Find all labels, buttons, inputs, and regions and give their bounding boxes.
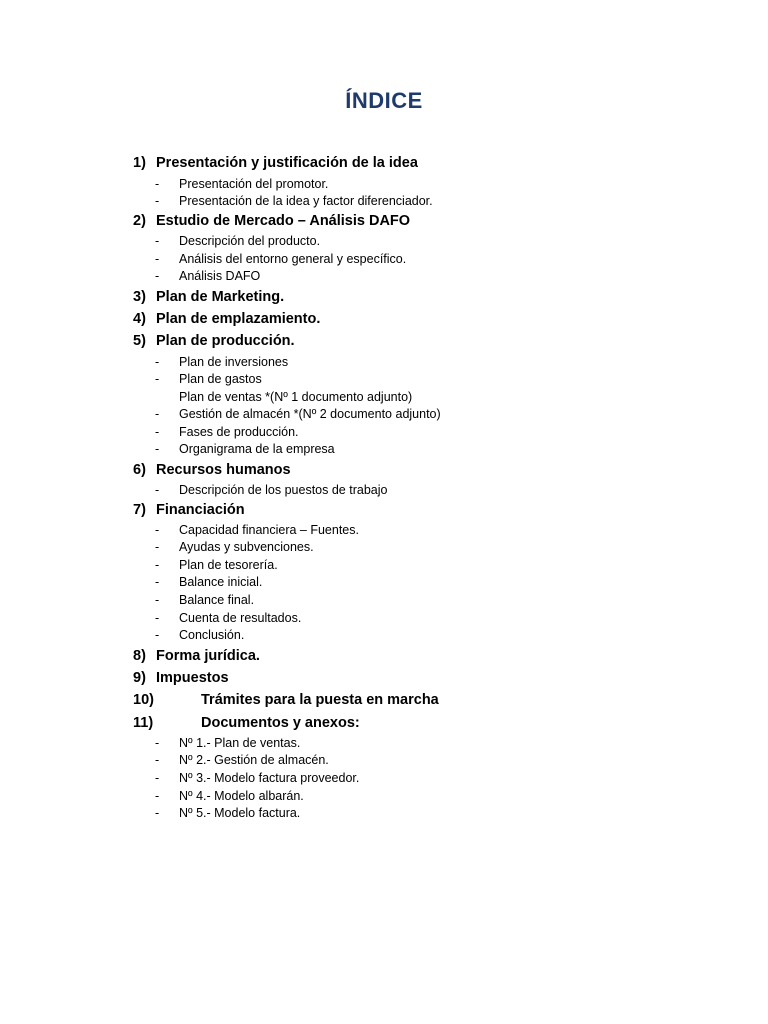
list-item bbox=[155, 752, 329, 768]
list-item-text: Plan de ventas *(Nº 1 documento adjunto) bbox=[179, 390, 413, 404]
section-heading bbox=[133, 288, 284, 306]
dash-marker: - bbox=[155, 575, 160, 589]
list-item-text: Plan de gastos bbox=[179, 372, 262, 386]
list-item bbox=[155, 592, 254, 608]
list-item bbox=[155, 406, 441, 422]
section-heading bbox=[133, 501, 245, 519]
section-label: Plan de emplazamiento. bbox=[156, 311, 321, 327]
section-number: 6) bbox=[133, 462, 146, 478]
section-number: 7) bbox=[133, 502, 146, 518]
list-item bbox=[155, 788, 304, 804]
list-item-text: Plan de tesorería. bbox=[179, 558, 278, 572]
list-item-text: Conclusión. bbox=[179, 628, 245, 642]
dash-marker: - bbox=[155, 194, 160, 208]
list-item bbox=[155, 424, 299, 440]
dash-marker: - bbox=[155, 789, 160, 803]
section-label: Presentación y justificación de la idea bbox=[156, 155, 418, 171]
dash-marker: - bbox=[155, 611, 160, 625]
section-heading bbox=[133, 669, 229, 687]
section-label: Plan de producción. bbox=[156, 333, 295, 349]
section-heading bbox=[133, 647, 260, 665]
dash-marker: - bbox=[155, 628, 160, 642]
list-item-text: Ayudas y subvenciones. bbox=[179, 540, 314, 554]
dash-marker: - bbox=[155, 407, 160, 421]
dash-marker: - bbox=[155, 269, 160, 283]
dash-marker: - bbox=[155, 177, 160, 191]
section-label: Recursos humanos bbox=[156, 462, 291, 478]
dash-marker: - bbox=[155, 806, 160, 820]
list-item-text: Fases de producción. bbox=[179, 425, 299, 439]
section-number: 1) bbox=[133, 155, 146, 171]
list-item bbox=[155, 371, 262, 387]
section-number: 3) bbox=[133, 289, 146, 305]
section-label: Forma jurídica. bbox=[156, 648, 260, 664]
list-item-text: Nº 2.- Gestión de almacén. bbox=[179, 753, 329, 767]
list-item-text: Análisis DAFO bbox=[179, 269, 261, 283]
list-item bbox=[155, 557, 278, 573]
section-heading bbox=[133, 461, 291, 479]
section-number: 4) bbox=[133, 311, 146, 327]
dash-marker: - bbox=[155, 442, 160, 456]
list-item bbox=[155, 268, 260, 284]
list-item-text: Balance inicial. bbox=[179, 575, 263, 589]
section-number: 11) bbox=[133, 715, 154, 731]
section-label: Impuestos bbox=[156, 670, 229, 686]
dash-marker: - bbox=[155, 425, 160, 439]
list-item-text: Nº 4.- Modelo albarán. bbox=[179, 789, 304, 803]
list-item-text: Presentación del promotor. bbox=[179, 177, 329, 191]
list-item bbox=[155, 233, 320, 249]
list-item bbox=[155, 574, 262, 590]
page-title: ÍNDICE bbox=[345, 88, 423, 113]
list-item-text: Nº 3.- Modelo factura proveedor. bbox=[179, 771, 360, 785]
list-item-text: Nº 5.- Modelo factura. bbox=[179, 806, 301, 820]
section-label: Financiación bbox=[156, 502, 245, 518]
list-item-text: Organigrama de la empresa bbox=[179, 442, 335, 456]
list-item-text: Balance final. bbox=[179, 593, 255, 607]
dash-marker: - bbox=[155, 483, 160, 497]
list-item-text: Nº 1.- Plan de ventas. bbox=[179, 736, 301, 750]
list-item bbox=[155, 441, 335, 457]
list-item-text: Análisis del entorno general y específico. bbox=[179, 252, 407, 266]
section-number: 2) bbox=[133, 213, 146, 229]
dash-marker: - bbox=[155, 558, 160, 572]
list-item bbox=[155, 389, 412, 405]
list-item bbox=[155, 482, 387, 498]
list-item bbox=[155, 735, 300, 751]
list-item-text: Descripción de los puestos de trabajo bbox=[179, 483, 388, 497]
section-heading bbox=[133, 212, 410, 230]
dash-marker: - bbox=[155, 372, 160, 386]
section-label: Estudio de Mercado – Análisis DAFO bbox=[156, 213, 411, 229]
dash-marker: - bbox=[155, 234, 160, 248]
dash-marker: - bbox=[155, 593, 160, 607]
section-heading bbox=[133, 332, 295, 350]
dash-marker: - bbox=[155, 771, 160, 785]
section-heading bbox=[133, 154, 418, 172]
list-item bbox=[155, 770, 359, 786]
list-item bbox=[155, 251, 406, 267]
section-heading bbox=[133, 310, 320, 328]
list-item-text: Presentación de la idea y factor diferenciador. bbox=[179, 194, 433, 208]
list-item-text: Cuenta de resultados. bbox=[179, 611, 302, 625]
dash-marker: - bbox=[155, 540, 160, 554]
dash-marker: - bbox=[155, 736, 160, 750]
dash-marker: - bbox=[155, 252, 160, 266]
list-item-text: Capacidad financiera – Fuentes. bbox=[179, 523, 359, 537]
list-item bbox=[155, 176, 328, 192]
dash-marker: - bbox=[155, 355, 160, 369]
list-item bbox=[155, 805, 300, 821]
section-number: 9) bbox=[133, 670, 146, 686]
list-item-text: Descripción del producto. bbox=[179, 234, 321, 248]
section-number: 5) bbox=[133, 333, 146, 349]
list-item bbox=[155, 522, 359, 538]
list-item bbox=[155, 354, 288, 370]
list-item-text: Plan de inversiones bbox=[179, 355, 289, 369]
dash-marker: - bbox=[155, 523, 160, 537]
section-number: 10) bbox=[133, 692, 154, 708]
list-item bbox=[155, 627, 244, 643]
section-label: Plan de Marketing. bbox=[156, 289, 285, 305]
section-number: 8) bbox=[133, 648, 146, 664]
section-label: Documentos y anexos: bbox=[201, 715, 360, 731]
section-label: Trámites para la puesta en marcha bbox=[201, 692, 439, 708]
dash-marker: - bbox=[155, 753, 160, 767]
list-item bbox=[155, 539, 314, 555]
list-item bbox=[155, 193, 433, 209]
section-heading bbox=[133, 691, 439, 709]
list-item bbox=[155, 610, 301, 626]
list-item-text: Gestión de almacén *(Nº 2 documento adjunto) bbox=[179, 407, 441, 421]
section-heading bbox=[133, 714, 360, 732]
